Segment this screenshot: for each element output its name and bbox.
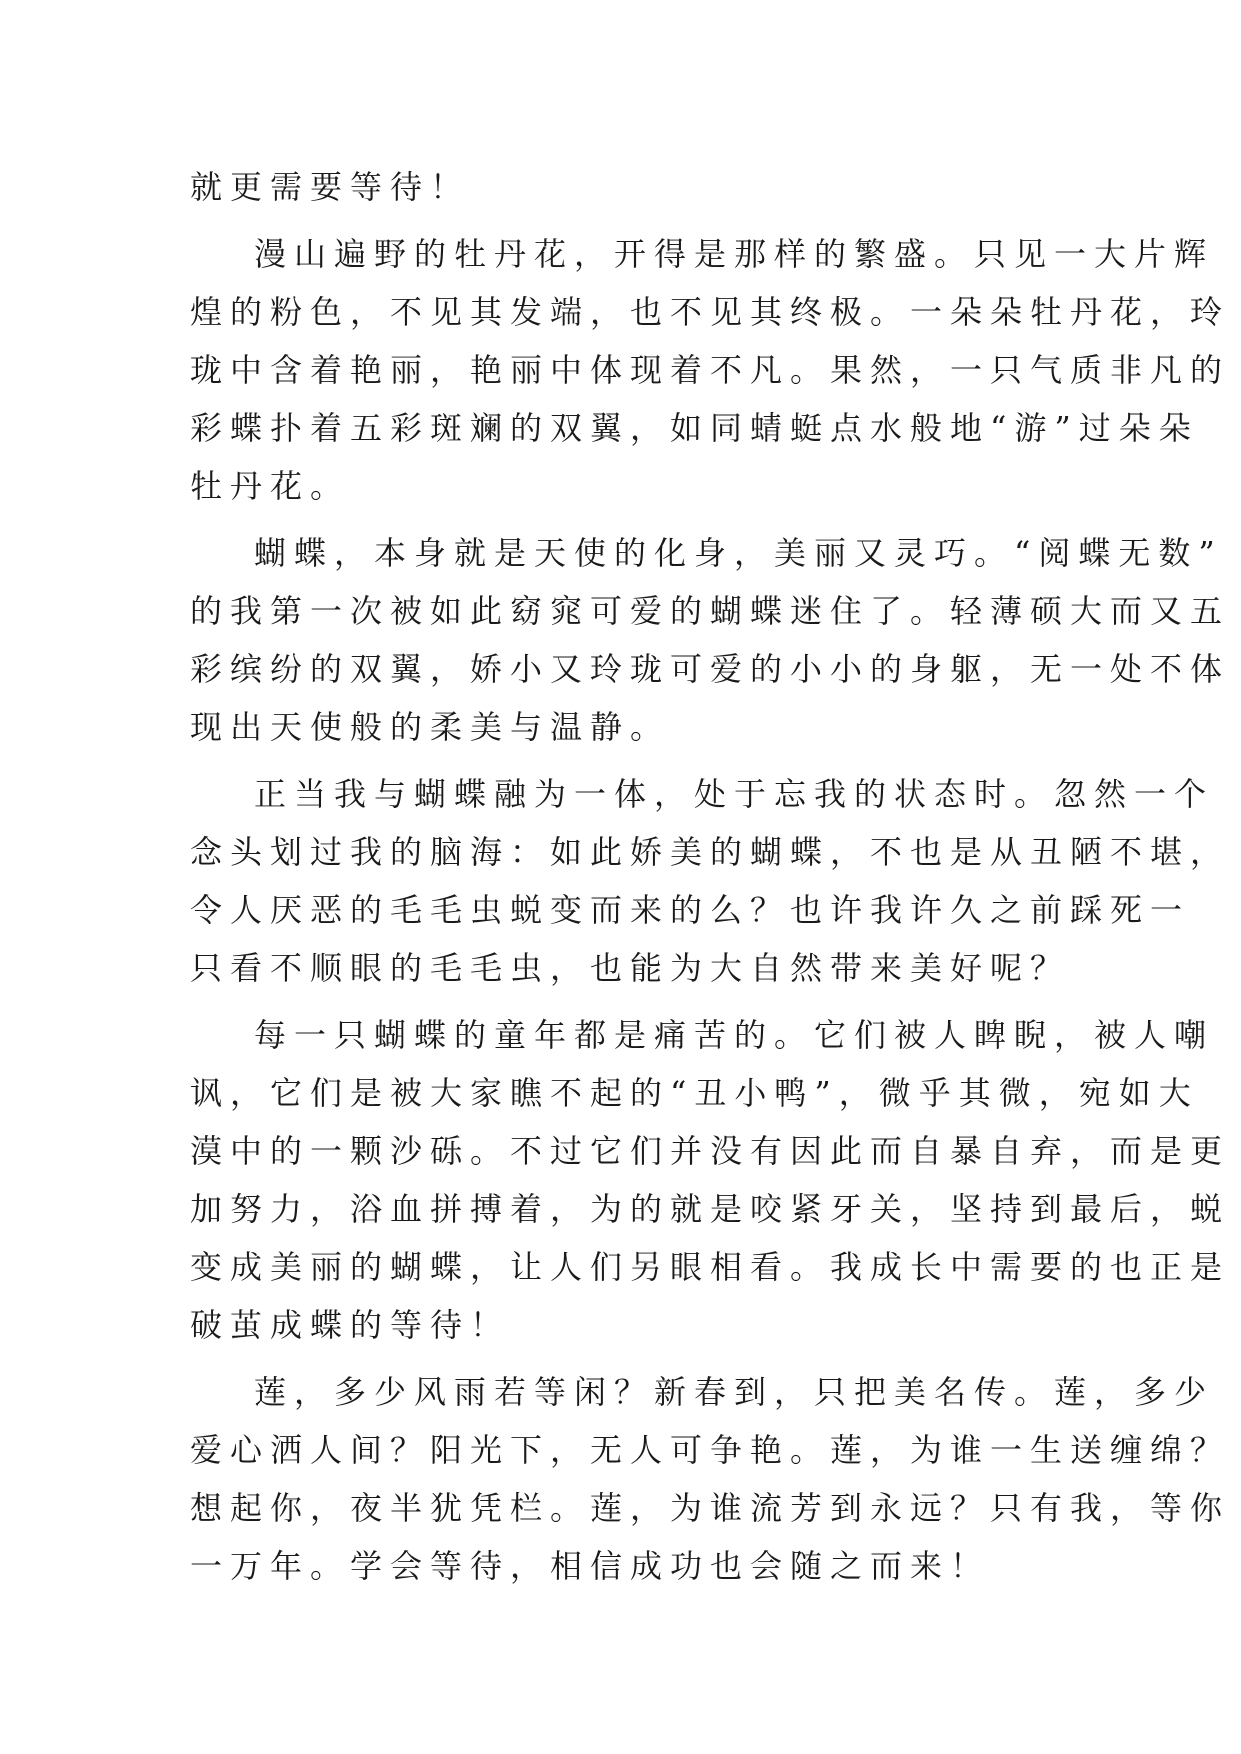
paragraph [190, 1363, 1231, 1595]
text-line: 就更需要等待！ [190, 168, 471, 206]
text-line: 漠中的一颗沙砾。不过它们并没有因此而自暴自弃，而是更 [190, 1132, 1231, 1170]
text-line: 牡丹花。 [190, 467, 351, 505]
paragraph-gap [190, 997, 1060, 1006]
text-line: 想起你，夜半犹凭栏。莲，为谁流芳到永远？只有我，等你 [190, 1489, 1231, 1527]
text-line: 漫山遍野的牡丹花，开得是那样的繁盛。只见一大片辉 [254, 235, 1215, 273]
text-line: 只看不顺眼的毛毛虫，也能为大自然带来美好呢？ [190, 949, 1071, 987]
text-line: 每一只蝴蝶的童年都是痛苦的。它们被人睥睨，被人嘲 [254, 1016, 1215, 1054]
text-line: 莲，多少风雨若等闲？新春到，只把美名传。莲，多少 [254, 1373, 1215, 1411]
text-line: 一万年。学会等待，相信成功也会随之而来！ [190, 1547, 991, 1585]
text-line: 彩缤纷的双翼，娇小又玲珑可爱的小小的身躯，无一处不体 [190, 650, 1231, 688]
text-line: 破茧成蝶的等待！ [190, 1306, 511, 1344]
paragraph [190, 225, 1231, 515]
paragraph [190, 1006, 1231, 1354]
paragraph-gap [190, 756, 1060, 765]
text-line: 蝴蝶，本身就是天使的化身，美丽又灵巧。“阅蝶无数” [254, 534, 1223, 572]
text-line: 彩蝶扑着五彩斑斓的双翼，如同蜻蜓点水般地“游”过朵朵 [190, 409, 1199, 447]
paragraph [190, 524, 1231, 756]
text-line: 念头划过我的脑海：如此娇美的蝴蝶，不也是从丑陋不堪， [190, 833, 1231, 871]
text-line: 的我第一次被如此窈窕可爱的蝴蝶迷住了。轻薄硕大而又五 [190, 592, 1231, 630]
document-body [190, 158, 1231, 1595]
text-line: 讽，它们是被大家瞧不起的“丑小鸭”，微乎其微，宛如大 [190, 1074, 1199, 1112]
text-line: 加努力，浴血拼搏着，为的就是咬紧牙关，坚持到最后，蜕 [190, 1190, 1231, 1228]
paragraph-gap [190, 216, 1060, 225]
text-line: 珑中含着艳丽，艳丽中体现着不凡。果然，一只气质非凡的 [190, 351, 1231, 389]
paragraph-gap [190, 515, 1060, 524]
paragraph [190, 765, 1231, 997]
text-line: 现出天使般的柔美与温静。 [190, 708, 671, 746]
text-line: 变成美丽的蝴蝶，让人们另眼相看。我成长中需要的也正是 [190, 1248, 1231, 1286]
paragraph-gap [190, 1354, 1060, 1363]
text-line: 正当我与蝴蝶融为一体，处于忘我的状态时。忽然一个 [254, 775, 1215, 813]
text-line: 爱心洒人间？阳光下，无人可争艳。莲，为谁一生送缠绵？ [190, 1431, 1231, 1469]
text-line: 令人厌恶的毛毛虫蜕变而来的么？也许我许久之前踩死一 [190, 891, 1191, 929]
text-line: 煌的粉色，不见其发端，也不见其终极。一朵朵牡丹花，玲 [190, 293, 1231, 331]
paragraph [190, 158, 1060, 216]
